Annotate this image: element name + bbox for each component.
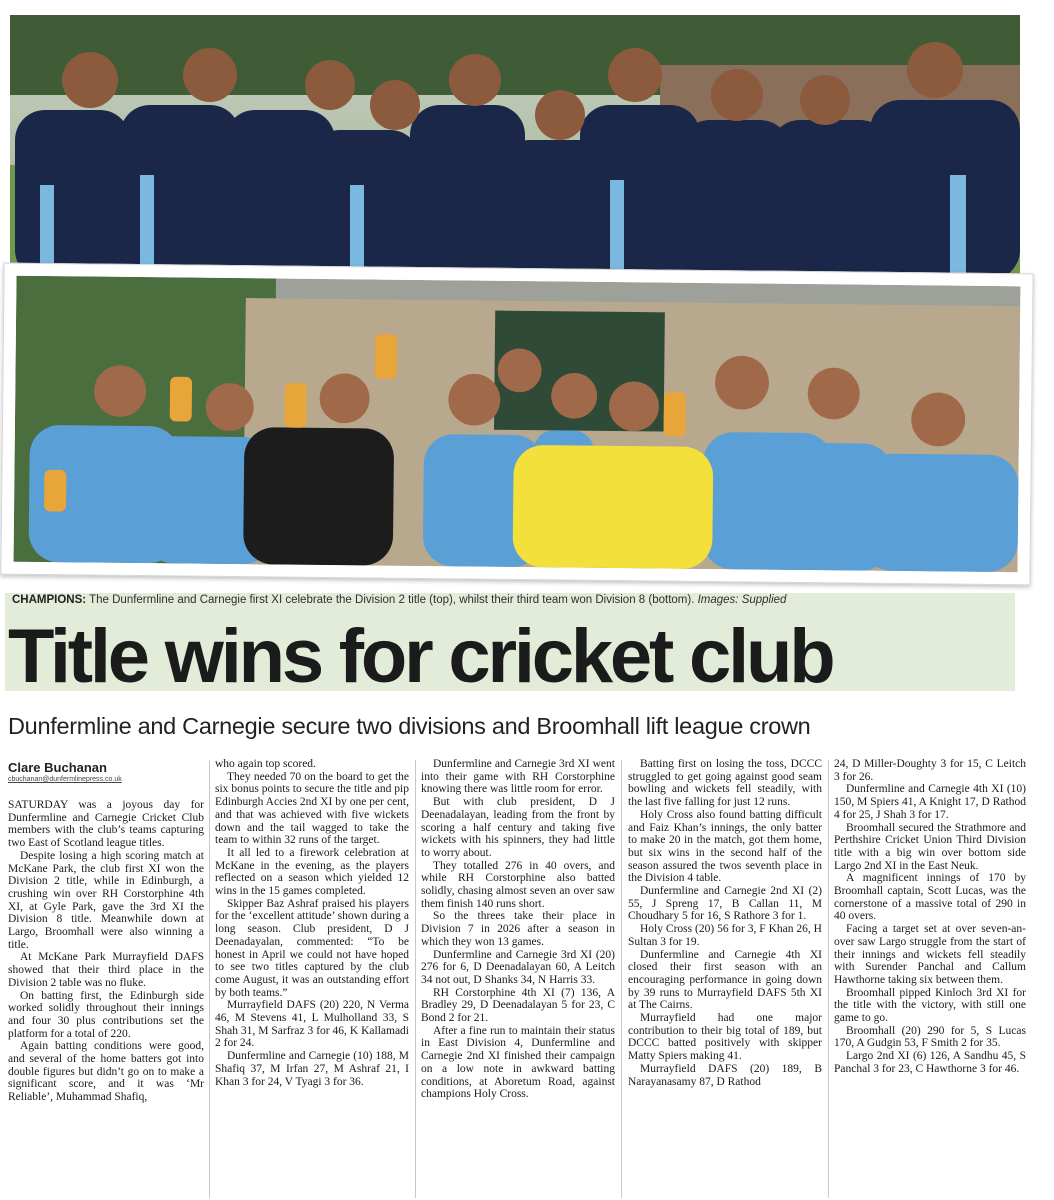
column-divider: [415, 760, 416, 1198]
paragraph: Despite losing a high scoring match at McKane Park, the club first XI won the Division 2 title, while in Edinburgh, a crushing win over RH Corstorphine 4th XI, at Gyle Park, gave the 3rd XI the Division 8 title. Meanwhile down at Largo, Broomhall were also winning a title.: [8, 849, 204, 951]
paragraph: On batting first, the Edinburgh side worked solidly throughout their innings and four 30 plus contributions set the platform for a total of 220.: [8, 989, 204, 1040]
article-column-4: [628, 758, 822, 1198]
paragraph: But with club president, D J Deenadalayan, leading from the front by scoring a half century and taking five wickets with his spinners, they had little to worry about.: [421, 796, 615, 859]
paragraph: Dunfermline and Carnegie 3rd XI (20) 276 for 6, D Deenadalayan 60, A Leitch 34 not out, D Shanks 34, N Harris 33.: [421, 948, 615, 986]
paragraph: SATURDAY was a joyous day for Dunfermline and Carnegie Cricket Club members with the club’s teams capturing two East of Scotland league titles.: [8, 799, 204, 850]
byline-name: Clare Buchanan: [8, 760, 107, 775]
paragraph: Broomhall (20) 290 for 5, S Lucas 170, A Gudgin 53, F Smith 2 for 35.: [834, 1024, 1026, 1050]
paragraph: Batting first on losing the toss, DCCC struggled to get going against good seam bowling and wickets fell steadily, with the last five falling for just 12 runs.: [628, 758, 822, 809]
paragraph: Murrayfield DAFS (20) 220, N Verma 46, M Stevens 41, L Mulholland 33, S Shah 31, M Sarfraz 3 for 46, K Kallamadi 2 for 24.: [215, 999, 409, 1050]
top-team-photo: [10, 15, 1020, 280]
paragraph: After a fine run to maintain their status in East Division 4, Dunfermline and Carnegie 2nd XI finished their campaign on a low note in awkward batting conditions, at Aboretum Road, against champions Holy Cross.: [421, 1024, 615, 1101]
headline: Title wins for cricket club: [8, 614, 833, 699]
paragraph: Facing a target set at over seven-an-over saw Largo struggle from the start of their innings and wickets fell steadily with Surender Panchal and Callum Hawthorne taking six between them.: [834, 923, 1026, 986]
photo-caption: [12, 594, 1012, 606]
paragraph: Dunfermline and Carnegie 3rd XI went into their game with RH Corstorphine knowing there was little room for error.: [421, 758, 615, 796]
subheadline: Dunfermline and Carnegie secure two divisions and Broomhall lift league crown: [8, 713, 811, 739]
paragraph: Dunfermline and Carnegie 4th XI closed their first season with an encouraging performance in going down by 39 runs to Murrayfield DAFS 5th XI at The Cairns.: [628, 948, 822, 1012]
paragraph: So the threes take their place in Division 7 in 2026 after a season in which they won 13 games.: [421, 910, 615, 948]
column-divider: [621, 760, 622, 1198]
paragraph: At McKane Park Murrayfield DAFS showed that their third place in the Division 2 table was no fluke.: [8, 951, 204, 989]
article-column-2: [215, 758, 409, 1198]
paragraph: They needed 70 on the board to get the six bonus points to secure the title and pip Edinburgh Accies 2nd XI by one per cent, and that was achieved with five wickets down and the tail wagged to take the team to within 32 runs of the target.: [215, 770, 409, 847]
caption-text: The Dunfermline and Carnegie first XI celebrate the Division 2 title (top), whilst their third team won Division 8 (bottom).: [86, 594, 698, 606]
paragraph: It all led to a firework celebration at McKane in the evening, as the players reflected on a season which yielded 12 wins in the 15 games completed.: [215, 846, 409, 898]
paragraph: Dunfermline and Carnegie 2nd XI (2) 55, J Spreng 17, B Callan 11, M Choudhary 5 for 16, S Rathore 3 for 1.: [628, 885, 822, 923]
paragraph: Broomhall pipped Kinloch 3rd XI for the title with the victory, with still one game to go.: [834, 986, 1026, 1025]
paragraph: Broomhall secured the Strathmore and Perthshire Cricket Union Third Division title with a big win over bottom side Largo 2nd XI in the East Neuk.: [834, 821, 1026, 872]
paragraph: Skipper Baz Ashraf praised his players for the ‘excellent attitude’ shown during a long season. Club president, D J Deenadayalan, commented: “To be honest in April we could not have hoped to see two titles captured by the club come August, it was an outstanding effort by both teams.”: [215, 897, 409, 999]
paragraph: Dunfermline and Carnegie 4th XI (10) 150, M Spiers 41, A Knight 17, D Rathod 4 for 25, J Shah 3 for 17.: [834, 783, 1026, 821]
byline-email[interactable]: cbuchanan@dunfermlinepress.co.uk: [8, 776, 122, 783]
paragraph: Dunfermline and Carnegie (10) 188, M Shafiq 37, M Irfan 27, M Ashraf 21, I Khan 3 for 24, V Tyagi 3 for 36.: [215, 1050, 409, 1088]
column-divider: [209, 760, 210, 1198]
image-credit: Images: Supplied: [697, 594, 787, 606]
paragraph: Holy Cross also found batting difficult and Faiz Khan’s innings, the only batter to make 20 in the match, got them home, but six wins in the second half of the season assured the twos seventh place in the Division 4 table.: [628, 808, 822, 885]
paragraph: Murrayfield had one major contribution to their big total of 189, but DCCC batted positively with skipper Matty Spiers making 41.: [628, 1012, 822, 1063]
paragraph: Holy Cross (20) 56 for 3, F Khan 26, H Sultan 3 for 19.: [628, 923, 822, 948]
article-column-1: [8, 760, 204, 1200]
paragraph: Murrayfield DAFS (20) 189, B Narayanasamy 87, D Rathod: [628, 1062, 822, 1088]
paragraph: Again batting conditions were good, and several of the home batters got into double figures but didn’t go on to make a significant score, and it was ‘Mr Reliable’, Muhammad Shafiq,: [8, 1040, 204, 1104]
article-column-5: [834, 758, 1026, 1198]
paragraph: They totalled 276 in 40 overs, and while RH Corstorphine also batted solidly, chasing almost seven an over saw them finish 140 runs short.: [421, 859, 615, 910]
paragraph: Largo 2nd XI (6) 126, A Sandhu 45, S Panchal 3 for 23, C Hawthorne 3 for 46.: [834, 1050, 1026, 1075]
bottom-team-photo: [0, 263, 1033, 586]
article-column-3: [421, 758, 615, 1198]
paragraph: who again top scored.: [215, 758, 316, 770]
column-divider: [828, 760, 829, 1198]
paragraph: 24, D Miller-Doughty 3 for 15, C Leitch 3 for 26.: [834, 758, 1026, 783]
caption-label: CHAMPIONS:: [12, 594, 87, 606]
paragraph: RH Corstorphine 4th XI (7) 136, A Bradley 29, D Deenadalayan 5 for 23, C Bond 2 for 21.: [421, 986, 615, 1025]
paragraph: A magnificent innings of 170 by Broomhall captain, Scott Lucas, was the cornerstone of a massive total of 290 in 40 overs.: [834, 872, 1026, 923]
